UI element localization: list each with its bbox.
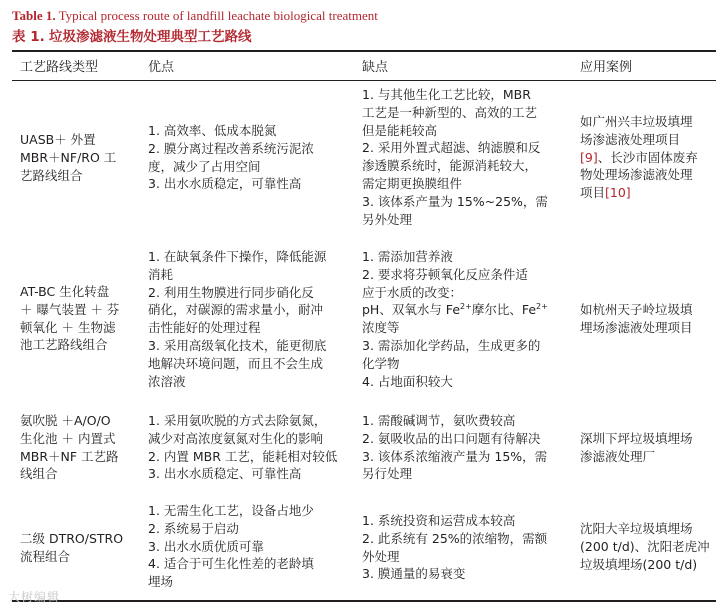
- row1-cons: 1. 与其他生化工艺比较，MBR 工艺是一种新型的、高效的工艺 但是能耗较高 2. 采用外置式超滤、纳滤膜和反 渗透膜系统时，能源消耗较大， 需定期更换膜组件 3. 该体系产量为 15%~25%，需 另外处理: [362, 87, 548, 227]
- row4-case: 沈阳大辛垃圾填埋场 (200 t/d)、沈阳老虎冲 垃圾填埋场(200 t/d): [580, 521, 710, 572]
- row2-pros: 1. 在缺氧条件下操作，降低能源 消耗 2. 利用生物膜进行同步硝化反 硝化，对碳源的需求量小，耐冲 击性能好的处理过程 3. 采用高级氧化技术，能更彻底 地解决环境问题，而且不会生成 浓溶液: [148, 249, 327, 389]
- row3-type: 氨吹脱 ＋A/O/O 生化池 ＋ 内置式 MBR＋NF 工艺路 线组合: [20, 413, 119, 482]
- reference-link[interactable]: [10]: [605, 185, 631, 201]
- reference-link[interactable]: [9]: [580, 149, 598, 165]
- header-pros: 优点: [148, 60, 175, 75]
- bottom-rule: [12, 600, 716, 602]
- top-rule: [12, 50, 716, 52]
- row2-case: 如杭州天子岭垃圾填 埋场渗滤液处理项目: [580, 302, 693, 335]
- row4-cons: 1. 系统投资和运营成本较高 2. 此系统有 25%的浓缩物，需额 外处理 3. 膜通量的易衰变: [362, 513, 548, 582]
- header-case: 应用案例: [580, 60, 633, 75]
- row3-case: 深圳下坪垃圾填埋场 渗滤液处理厂: [580, 431, 693, 464]
- row4-type: 二级 DTRO/STRO 流程组合: [20, 531, 124, 564]
- table-title-zh: 表 1. 垃圾渗滤液生物处理典型工艺路线: [12, 29, 252, 45]
- row3-pros: 1. 采用氨吹脱的方式去除氨氮， 减少对高浓度氨氮对生化的影响 2. 内置 MBR 工艺，能耗相对较低 3. 出水水质稳定、可靠性高: [148, 413, 338, 482]
- row3-cons: 1. 需酸碱调节，氨吹费较高 2. 氨吸收品的出口问题有待解决 3. 该体系浓缩液产量为 15%，需 另行处理: [362, 413, 548, 482]
- row2-type: AT-BC 生化转盘 ＋ 曝气装置 ＋ 芬 顿氧化 ＋ 生物滤 池工艺路线组合: [20, 284, 120, 353]
- row4-pros: 1. 无需生化工艺，设备占地少 2. 系统易于启动 3. 出水水质优质可靠 4. 适合于可生化性差的老龄填 埋场: [148, 503, 314, 590]
- header-cons: 缺点: [362, 60, 389, 75]
- row1-type: UASB＋ 外置 MBR＋NF/RO 工 艺路线组合: [20, 132, 117, 183]
- row2-cons: 1. 需添加营养液 2. 要求将芬顿氧化反应条件适 应于水质的改变： pH、双氧水与 $Fe^{2+}$摩尔比、$Fe^{2+}$ 浓度等 3. 需添加化学药品，生成更多的 化学物 4. 占地面积较大: [362, 249, 548, 389]
- header-rule: [12, 80, 716, 81]
- table-title-en: Table 1. Typical process route of landfill leachate biological treatment: [12, 8, 378, 23]
- header-type: 工艺路线类型: [20, 60, 99, 75]
- watermark: 大树编辑: [8, 590, 61, 604]
- row1-case: 如广州兴丰垃圾填埋 场渗滤液处理项目 [9]、长沙市固体废弃 物处理场渗滤液处理 项目[10]: [580, 114, 698, 201]
- row1-pros: 1. 高效率、低成本脱氮 2. 膜分离过程改善系统污泥浓 度，减少了占用空间 3. 出水水质稳定，可靠性高: [148, 123, 314, 192]
